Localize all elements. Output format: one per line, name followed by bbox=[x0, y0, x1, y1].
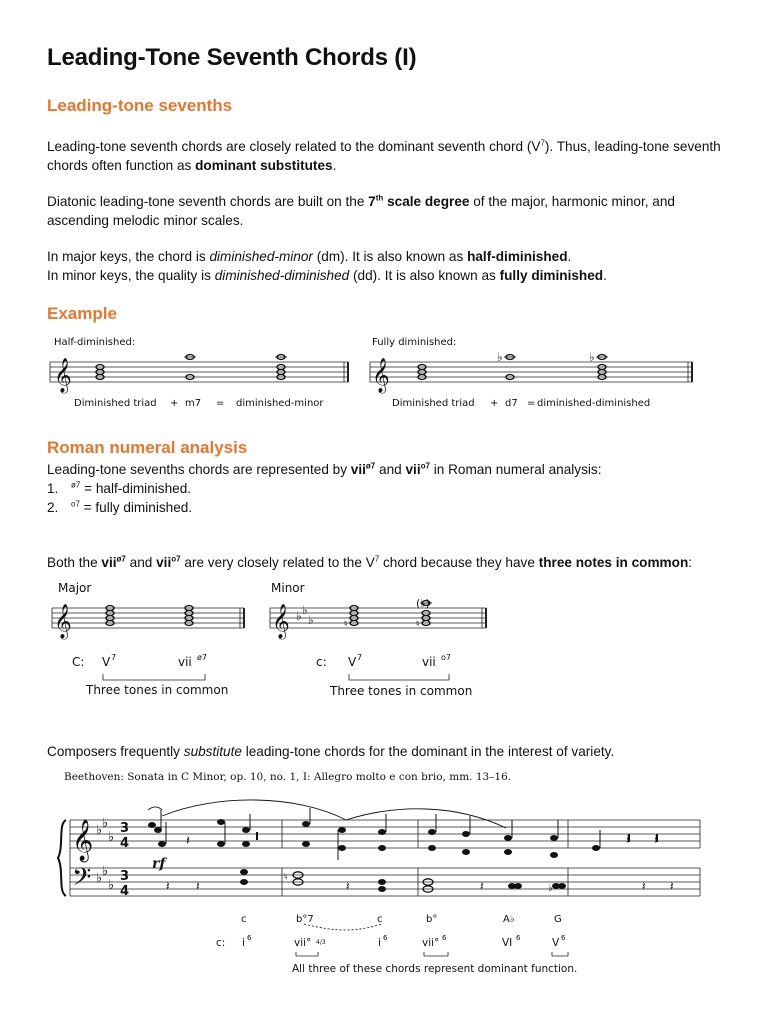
label-equals: = bbox=[216, 398, 225, 409]
half-diminished-caption: Half-diminished: bbox=[54, 337, 136, 348]
fully-diminished-example-staff bbox=[366, 330, 696, 412]
numeral-VI-figure: 6 bbox=[516, 934, 521, 942]
key-signature-flat-icon: ♭ bbox=[96, 823, 103, 838]
minor-v-numeral: V bbox=[348, 655, 357, 669]
fully-diminished-caption: Fully diminished: bbox=[372, 337, 457, 348]
section-heading-example: Example bbox=[47, 304, 117, 323]
page-title: Leading-Tone Seventh Chords (I) bbox=[47, 44, 417, 71]
natural-icon: ♮ bbox=[416, 619, 420, 630]
numeral-VI: VI bbox=[502, 937, 513, 949]
grand-staff-brace-icon bbox=[58, 820, 66, 896]
key-signature-flat-icon: ♭ bbox=[102, 816, 109, 831]
paragraph-minor-keys: In minor keys, the quality is diminished-diminished (dd). It is also known as fully diminished. bbox=[47, 268, 607, 283]
minor-v-figure: 7 bbox=[357, 653, 363, 662]
section-heading-leading-tone-sevenths: Leading-tone sevenths bbox=[47, 96, 233, 115]
numeral-i-figure: 6 bbox=[247, 934, 252, 942]
major-v-figure: 7 bbox=[111, 653, 117, 662]
numeral-i: i bbox=[378, 937, 381, 949]
key-signature-flat-icon: ♭ bbox=[296, 609, 302, 623]
svg-text:4: 4 bbox=[120, 884, 130, 899]
label-diminished-triad: Diminished triad bbox=[74, 398, 157, 409]
paragraph-scale-degree: Diatonic leading-tone seventh chords are built on the 7th scale degree of the major, harmonic minor, and ascending melodic minor scales. bbox=[47, 193, 675, 228]
bass-letter-c: c bbox=[377, 914, 383, 925]
excerpt-title: Beethoven: Sonata in C Minor, op. 10, no. 1, I: Allegro molto e con brio, mm. 13–16. bbox=[64, 771, 512, 783]
major-vii-figure: ø7 bbox=[197, 653, 207, 662]
major-three-tones-label: Three tones in common bbox=[86, 683, 229, 697]
dotted-tie-icon bbox=[304, 924, 382, 930]
label-d7: d7 bbox=[505, 398, 518, 409]
cautionary-flat-icon: (♭) bbox=[416, 597, 430, 610]
treble-clef-icon: 𝄞 bbox=[372, 358, 390, 393]
flat-icon: ♭ bbox=[497, 350, 503, 364]
minor-vii-figure: o7 bbox=[441, 653, 451, 662]
key-signature-flat-icon: ♭ bbox=[302, 603, 308, 617]
treble-clef-icon: 𝄞 bbox=[54, 358, 72, 393]
excerpt-key-label: c: bbox=[216, 937, 226, 949]
major-key-label: C: bbox=[72, 655, 85, 669]
key-signature-flat-icon: ♭ bbox=[108, 878, 115, 893]
bass-rest-icon: 𝄽 bbox=[346, 879, 350, 893]
excerpt-footnote: All three of these chords represent dominant function. bbox=[292, 963, 578, 975]
list-item-fully-diminished: 2. $^{o7}$ = fully diminished. bbox=[47, 499, 193, 515]
minor-caption: Minor bbox=[271, 581, 305, 595]
bass-letter-g: G bbox=[554, 914, 562, 925]
label-plus: + bbox=[170, 398, 179, 409]
beethoven-excerpt bbox=[56, 764, 716, 980]
numeral-vii-dim: vii° bbox=[422, 937, 440, 949]
minor-key-label: c: bbox=[316, 655, 327, 669]
treble-clef-icon: 𝄞 bbox=[272, 604, 290, 639]
key-signature-flat-icon: ♭ bbox=[108, 830, 115, 845]
major-caption: Major bbox=[58, 581, 92, 595]
minor-three-tones-label: Three tones in common bbox=[330, 684, 473, 698]
label-m7: m7 bbox=[185, 398, 202, 409]
bass-rest-icon: 𝄽 bbox=[642, 879, 646, 893]
key-signature-flat-icon: ♭ bbox=[308, 613, 314, 627]
bass-letter-b-dim: b° bbox=[426, 914, 438, 925]
time-signature-3-4: 3 bbox=[120, 821, 130, 836]
natural-icon: ♮ bbox=[344, 619, 348, 630]
bass-letter-b-dim7: b°7 bbox=[296, 914, 314, 925]
bass-letter-c: c bbox=[241, 914, 247, 925]
treble-rest-icon: 𝄽 bbox=[654, 833, 658, 848]
label-diminished-diminished: diminished-diminished bbox=[537, 398, 651, 409]
flat-icon: ♭ bbox=[589, 350, 595, 364]
key-signature-flat-icon: ♭ bbox=[96, 871, 103, 886]
label-diminished-minor: diminished-minor bbox=[236, 398, 324, 409]
major-common-tones-staff bbox=[48, 576, 248, 700]
svg-text:4: 4 bbox=[120, 836, 130, 851]
treble-rest-icon: 𝄽 bbox=[626, 833, 630, 848]
treble-clef-icon: 𝄞 bbox=[72, 820, 94, 861]
time-signature-3-4: 3 bbox=[120, 869, 130, 884]
bass-rest-icon: 𝄽 bbox=[196, 879, 200, 893]
key-signature-flat-icon: ♭ bbox=[102, 864, 109, 879]
bass-rest-icon: 𝄽 bbox=[670, 879, 674, 893]
half-diminished-example-staff bbox=[48, 330, 368, 412]
numeral-vii-dim: vii° bbox=[294, 937, 312, 949]
paragraph-rna-intro: Leading-tone sevenths chords are represented by vii$^{ø7}$ and vii$^{o7}$ in Roman numeral analysis: bbox=[47, 461, 602, 477]
grace-note-slur-icon bbox=[148, 807, 162, 810]
slur-icon bbox=[162, 800, 506, 828]
bass-rest-icon: 𝄽 bbox=[166, 879, 170, 893]
list-item-half-diminished: 1. $^{ø7}$ = half-diminished. bbox=[47, 480, 192, 496]
minor-common-tones-staff bbox=[266, 576, 492, 700]
natural-icon: ♮ bbox=[284, 872, 288, 883]
major-v-numeral: V bbox=[102, 655, 111, 669]
bass-letter-a-flat: A♭ bbox=[503, 914, 515, 925]
minor-vii-numeral: vii bbox=[422, 655, 436, 669]
numeral-i: i bbox=[242, 937, 245, 949]
numeral-V: V bbox=[552, 937, 560, 949]
numeral-i-figure: 6 bbox=[383, 934, 388, 942]
paragraph-intro: Leading-tone seventh chords are closely related to the dominant seventh chord $(V^7)$. Thus, leading-tone seventh chords often function as dominant substitutes. bbox=[47, 138, 721, 173]
bass-clef-icon: 𝄢 bbox=[72, 863, 92, 898]
section-heading-roman-numeral-analysis: Roman numeral analysis bbox=[47, 438, 248, 457]
numeral-V-figure: 6 bbox=[561, 934, 566, 942]
treble-rest-icon: 𝄽 bbox=[186, 834, 190, 849]
bass-rest-icon: 𝄽 bbox=[480, 879, 484, 893]
dynamic-marking: rf bbox=[152, 856, 166, 872]
major-vii-numeral: vii bbox=[178, 655, 192, 669]
flat-icon: ♭ bbox=[548, 883, 553, 894]
paragraph-three-notes-in-common: Both the vii$^{ø7}$ and vii$^{o7}$ are very closely related to the $V^7$ chord because they have three notes in common: bbox=[47, 554, 693, 570]
paragraph-major-keys: In major keys, the chord is diminished-minor (dm). It is also known as half-diminished. bbox=[47, 249, 572, 264]
numeral-vii-dim-figure: 6 bbox=[442, 934, 447, 942]
label-equals: = bbox=[527, 398, 536, 409]
paragraph-composers: Composers frequently substitute leading-tone chords for the dominant in the interest of variety. bbox=[47, 744, 615, 759]
label-plus: + bbox=[490, 398, 499, 409]
numeral-vii-dim-figure: 4/3 bbox=[316, 939, 326, 946]
label-diminished-triad: Diminished triad bbox=[392, 398, 475, 409]
treble-clef-icon: 𝄞 bbox=[54, 604, 72, 639]
